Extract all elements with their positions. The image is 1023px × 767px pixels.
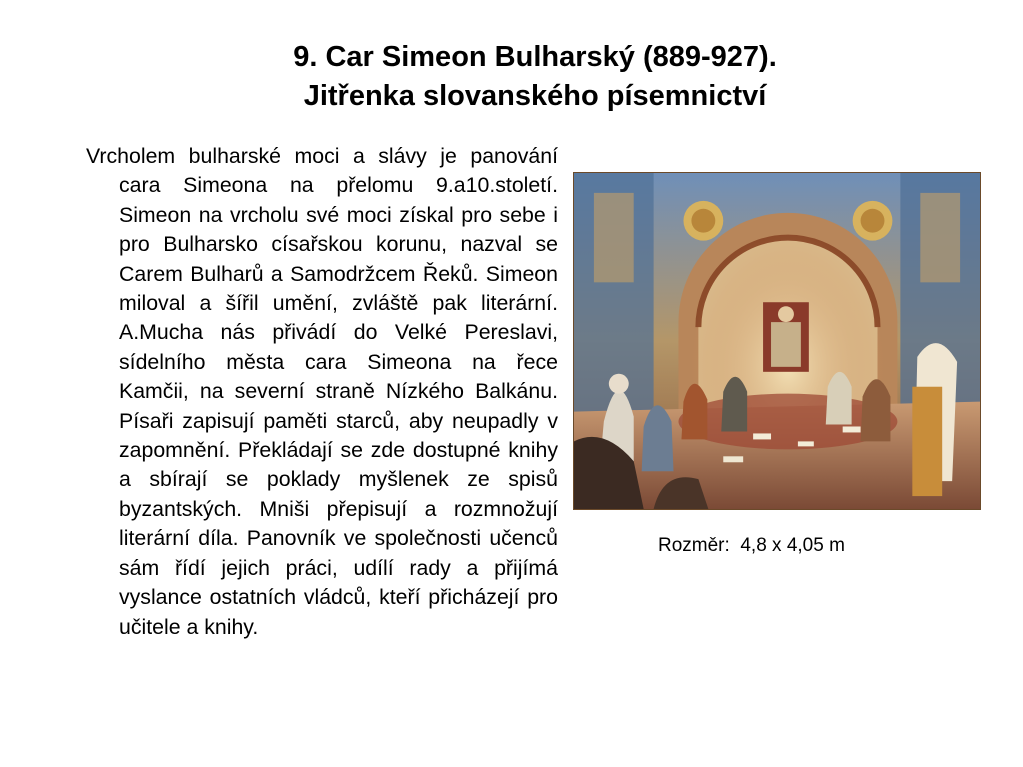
painting-illustration <box>574 173 980 509</box>
slide-title <box>120 38 950 116</box>
title-line-1: 9. Car Simeon Bulharský (889-927). <box>293 41 777 73</box>
painting-caption: Rozměr: 4,8 x 4,05 m <box>658 535 845 556</box>
title-line-2: Jitřenka slovanského písemnictví <box>303 80 767 112</box>
body-paragraph: Vrcholem bulharské moci a slávy je panování cara Simeona na přelomu 9.a10.století. Simeon na vrcholu své moci získal pro sebe i pro Bulharsko císařskou korunu, nazval se Carem Bulharů a Samodržcem Řeků. Simeon miloval a šířil umění, zvláště pak literární. A.Mucha nás přivádí do Velké Pereslavi, sídelního města cara Simeona na řece Kamčii, na severní straně Nízkého Balkánu. Písaři zapisují paměti starců, aby neupadly v zapomnění. Překládají se zde dostupné knihy a sbírají se poklady myšlenek ze spisů byzantských. Mniši přepisují a rozmnožují literární díla. Panovník ve společnosti učenců sám řídí jejich práci, udílí rady a přijímá vyslance ostatních vládců, kteří přicházejí pro učitele a knihy. <box>86 144 558 639</box>
painting-image <box>573 172 981 510</box>
